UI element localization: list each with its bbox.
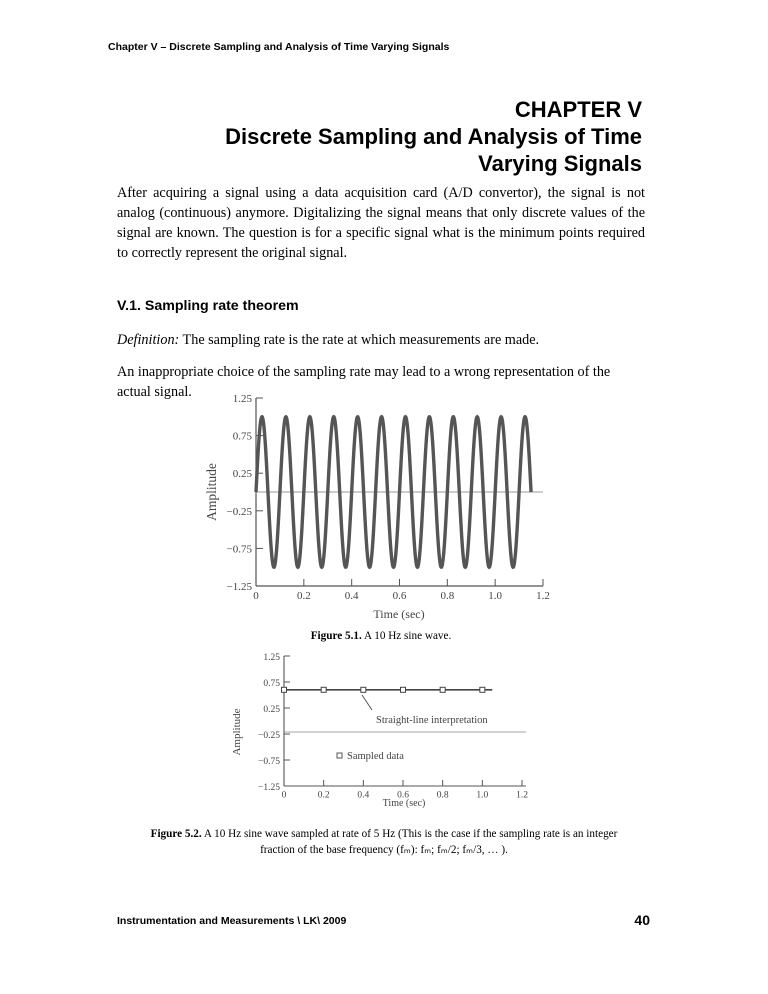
running-header: Chapter V – Discrete Sampling and Analysis of Time Varying Signals <box>108 41 450 53</box>
x-tick-label: 0 <box>281 790 287 801</box>
y-tick-label: 1.25 <box>232 393 252 405</box>
chapter-number: CHAPTER V <box>514 97 642 122</box>
sampling-paragraph: An inappropriate choice of the sampling rate may lead to a wrong representation of the actual signal. <box>117 364 611 400</box>
y-tick-label: −0.25 <box>258 731 280 741</box>
definition-text: The sampling rate is the rate at which measurements are made. <box>179 332 540 348</box>
x-tick-label: 0.8 <box>436 790 449 801</box>
y-axis-label: Amplitude <box>204 463 219 521</box>
definition-paragraph <box>117 330 645 350</box>
figure-5-1-chart <box>190 392 570 624</box>
x-tick-label: 0.4 <box>357 790 370 801</box>
footer-course: Instrumentation and Measurements \ LK\ 2009 <box>117 915 347 927</box>
y-tick-label: −0.75 <box>258 757 280 767</box>
figure-5-2-caption-line1 <box>108 826 660 842</box>
y-tick-label: 1.25 <box>263 653 280 663</box>
sampled-data-point <box>321 687 326 692</box>
y-tick-label: −1.25 <box>258 783 280 793</box>
chapter-title <box>82 96 642 177</box>
sampled-data-point <box>480 687 485 692</box>
x-tick-label: 0.6 <box>397 790 409 801</box>
x-tick-label: 1.0 <box>488 590 503 602</box>
x-tick-label: 1.2 <box>536 590 550 602</box>
y-tick-label: 0.75 <box>263 679 280 689</box>
figure-5-2-label: Figure 5.2. <box>150 828 202 840</box>
x-tick-label: 0.6 <box>392 590 407 602</box>
page-number: 40 <box>634 912 650 928</box>
section-heading: V.1. Sampling rate theorem <box>117 298 299 314</box>
legend-sampled-data: Sampled data <box>347 751 404 762</box>
annotation-straight-line: Straight-line interpretation <box>376 715 488 726</box>
figure-5-2-text-1: A 10 Hz sine wave sampled at rate of 5 Hz (This is the case if the sampling rate is an integer <box>201 828 618 840</box>
figure-5-2-text-2: fraction of the base frequency (fₘ): fₘ; fₘ/2; fₘ/3, … ). <box>260 844 508 856</box>
y-tick-label: 0.25 <box>232 468 252 481</box>
chapter-title-line2: Varying Signals <box>478 151 642 176</box>
legend-marker <box>337 753 342 758</box>
figure-5-1-caption <box>117 628 645 644</box>
x-tick-label: 0 <box>253 590 259 602</box>
x-axis-label: Time (sec) <box>373 607 425 621</box>
definition-term: Definition: <box>117 332 180 348</box>
chapter-title-line1: Discrete Sampling and Analysis of Time <box>225 124 642 149</box>
x-tick-label: 0.2 <box>296 590 311 602</box>
annotation-arrow <box>362 695 372 710</box>
x-tick-label: 0.4 <box>344 590 359 602</box>
figure-5-2-caption <box>108 826 660 858</box>
y-tick-label: −1.25 <box>226 581 252 593</box>
y-tick-label: 0.25 <box>263 705 280 715</box>
x-tick-label: 0.8 <box>440 590 455 602</box>
y-tick-label: 0.75 <box>232 430 252 443</box>
y-tick-label: −0.75 <box>226 543 252 556</box>
y-tick-label: −0.25 <box>226 505 252 518</box>
sampled-data-point <box>282 687 287 692</box>
sampled-data-point <box>361 687 366 692</box>
intro-paragraph: After acquiring a signal using a data acquisition card (A/D convertor), the signal is not analog (continuous) anymore. Digitalizing the signal means that only discrete values of the signal are known. The question is for a specific signal what is the minimum points required to correctly represent the original signal. <box>117 185 645 261</box>
figure-5-1-label: Figure 5.1. <box>310 630 362 642</box>
y-axis-label: Amplitude <box>231 708 243 756</box>
figure-5-2-chart <box>224 648 534 810</box>
figure-5-1-text: A 10 Hz sine wave. <box>361 630 452 642</box>
x-tick-label: 0.2 <box>317 790 330 801</box>
sampled-data-point <box>401 687 406 692</box>
x-tick-label: 1.2 <box>516 790 528 801</box>
x-axis-label: Time (sec) <box>382 798 426 809</box>
x-tick-label: 1.0 <box>476 790 489 801</box>
sampled-data-point <box>440 687 445 692</box>
